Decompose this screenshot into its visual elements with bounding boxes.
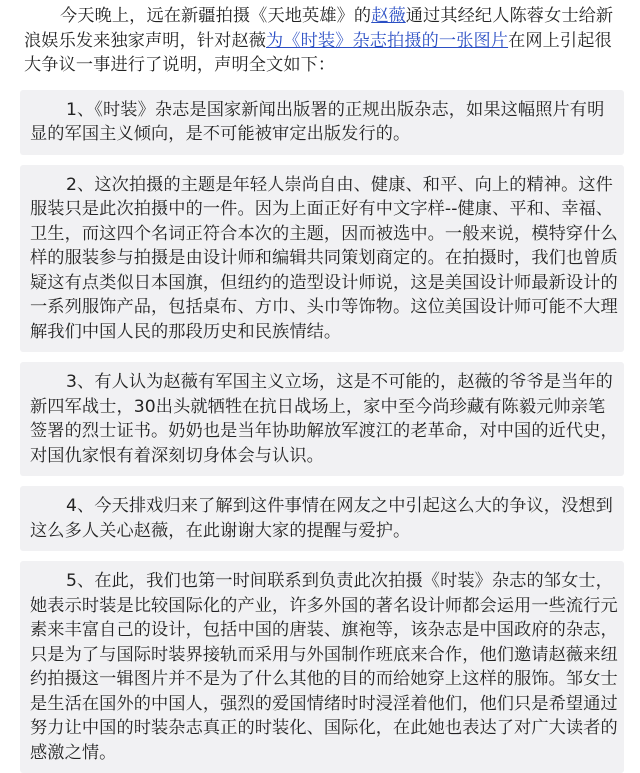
- statement-point-5: [20, 561, 624, 773]
- statement-point-4: [20, 486, 624, 551]
- statement-point-1: [20, 90, 624, 155]
- intro-text-1: 今天晚上，远在新疆拍摄《天地英雄》的: [60, 6, 372, 26]
- point-2-text: 2、这次拍摄的主题是年轻人崇尚自由、健康、和平、向上的精神。这件服装只是此次拍摄中的一件。因为上面正好有中文字样--健康、平和、幸福、卫生，而这四个名词正符合本次的主题，因而被选中。一般来说，模特穿什么样的服装参与拍摄是由设计师和编辑共同策划商定的。在拍摄时，我们也曾质疑这有点类似日本国旗，但纽约的造型设计师说，这是美国设计师最新设计的一系列服饰产品，包括桌布、方巾、头巾等饰物。这位美国设计师可能不大理解我们中国人民的那段历史和民族情结。: [30, 174, 618, 342]
- statement-point-3: [20, 362, 624, 476]
- point-4-text: 4、今天排戏归来了解到这件事情在网友之中引起这么大的争议，没想到这么多人关心赵薇，在此谢谢大家的提醒与爱护。: [30, 496, 613, 541]
- intro-text-3: 在网上引起很大争议一事进行了说明，声明全文如下：: [24, 30, 612, 75]
- zhao-wei-link[interactable]: 赵薇: [371, 6, 406, 26]
- intro-text-2: 通过其经纪人陈蓉女士给新浪娱乐发来独家声明，针对赵薇: [24, 6, 614, 51]
- point-3-text: 3、有人认为赵薇有军国主义立场，这是不可能的，赵薇的爷爷是当年的新四军战士，30出头就牺牲在抗日战场上，家中至今尚珍藏有陈毅元帅亲笔签署的烈士证书。奶奶也是当年协助解放军渡江的老革命，对中国的近代史，对国仇家恨有着深刻切身体会与认识。: [30, 372, 618, 466]
- intro-paragraph: [20, 4, 624, 78]
- point-5-text: 5、在此，我们也第一时间联系到负责此次拍摄《时装》杂志的邹女士，她表示时装是比较国际化的产业，许多外国的著名设计师都会运用一些流行元素来丰富自己的设计，包括中国的唐装、旗袍等，该杂志是中国政府的杂志，只是为了与国际时装界接轨而采用与外国制作班底来合作，他们邀请赵薇来纽约拍摄这一辑图片并不是为了什么其他的目的而给她穿上这样的服饰。邹女士是生活在国外的中国人，强烈的爱国情绪时时浸淫着他们，他们只是希望通过努力让中国的时装杂志真正的时装化、国际化，在此她也表达了对广大读者的感激之情。: [30, 571, 618, 763]
- statement-point-2: [20, 165, 624, 353]
- point-1-text: 1、《时装》杂志是国家新闻出版署的正规出版杂志，如果这幅照片有明显的军国主义倾向，是不可能被审定出版发行的。: [30, 99, 605, 144]
- photo-article-link[interactable]: 为《时装》杂志拍摄的一张图片: [266, 30, 509, 51]
